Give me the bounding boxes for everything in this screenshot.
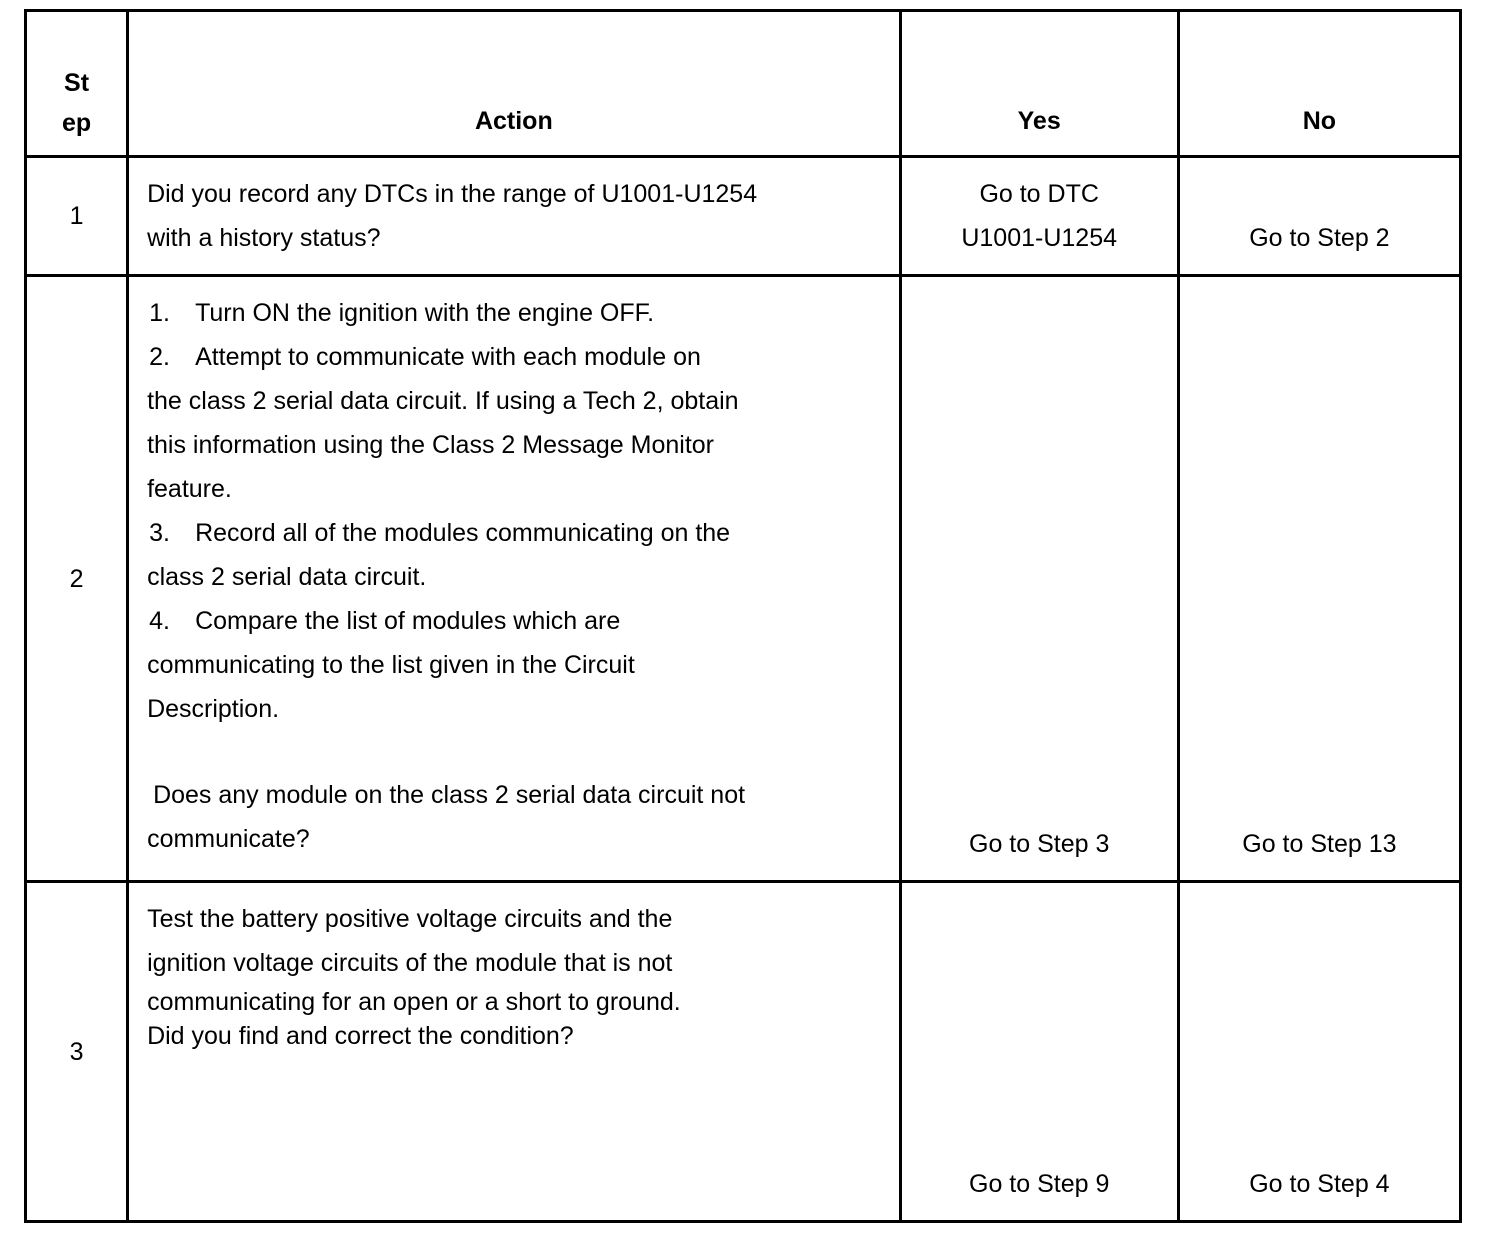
step-number: 2 (26, 276, 128, 882)
item-continuation: feature. (147, 475, 232, 503)
item-text: Compare the list of modules which are (195, 607, 621, 635)
header-yes: Yes (900, 11, 1178, 157)
item-text: Attempt to communicate with each module on (195, 343, 701, 371)
diagnostic-table (24, 9, 1462, 1223)
item-text: Record all of the modules communicating on the (195, 519, 731, 547)
item-text: Turn ON the ignition with the engine OFF. (195, 299, 655, 327)
item-continuation: this information using the Class 2 Message Monitor (147, 431, 714, 459)
action-line: Did you record any DTCs in the range of U1001-U1254 (147, 180, 758, 208)
numbered-item (147, 335, 883, 379)
action-text (128, 157, 901, 276)
item-continuation: the class 2 serial data circuit. If using a Tech 2, obtain (147, 387, 739, 415)
yes-result: Go to Step 9 (900, 882, 1178, 1222)
no-result: Go to Step 13 (1178, 276, 1460, 882)
no-result: Go to Step 4 (1178, 882, 1460, 1222)
yes-result (900, 157, 1178, 276)
numbered-item (147, 511, 883, 555)
table-row-step-2 (26, 276, 1461, 882)
yes-result: Go to Step 3 (900, 276, 1178, 882)
yes-result-line: Go to DTC (979, 180, 1099, 208)
action-line: communicating for an open or a short to ground. (147, 988, 681, 1016)
item-continuation: Description. (147, 695, 280, 723)
table-row-step-1 (26, 157, 1461, 276)
question-line: Does any module on the class 2 serial data circuit not (153, 781, 746, 809)
yes-result-line: U1001-U1254 (961, 224, 1118, 252)
item-continuation: class 2 serial data circuit. (147, 563, 427, 591)
action-text (128, 276, 901, 882)
numbered-item (147, 599, 883, 643)
table-row-step-3 (26, 882, 1461, 1222)
header-row (26, 11, 1461, 157)
header-step-line2: ep (61, 109, 92, 137)
item-number: 3. (149, 519, 170, 547)
spacer (147, 731, 883, 773)
header-step (26, 11, 128, 157)
numbered-item (147, 291, 883, 335)
header-action: Action (128, 11, 901, 157)
item-number: 2. (149, 343, 170, 371)
action-line: Test the battery positive voltage circuits and the (147, 905, 673, 933)
item-continuation: communicating to the list given in the Circuit (147, 651, 635, 679)
header-no: No (1178, 11, 1460, 157)
no-result: Go to Step 2 (1178, 157, 1460, 276)
step-number: 1 (26, 157, 128, 276)
step-number: 3 (26, 882, 128, 1222)
question-line: communicate? (147, 825, 310, 853)
action-line: ignition voltage circuits of the module that is not (147, 949, 673, 977)
item-number: 4. (149, 607, 170, 635)
action-text (128, 882, 901, 1222)
item-number: 1. (149, 299, 170, 327)
action-line: with a history status? (147, 224, 381, 252)
header-step-line1: St (64, 69, 90, 97)
question-line: Did you find and correct the condition? (147, 1022, 574, 1050)
